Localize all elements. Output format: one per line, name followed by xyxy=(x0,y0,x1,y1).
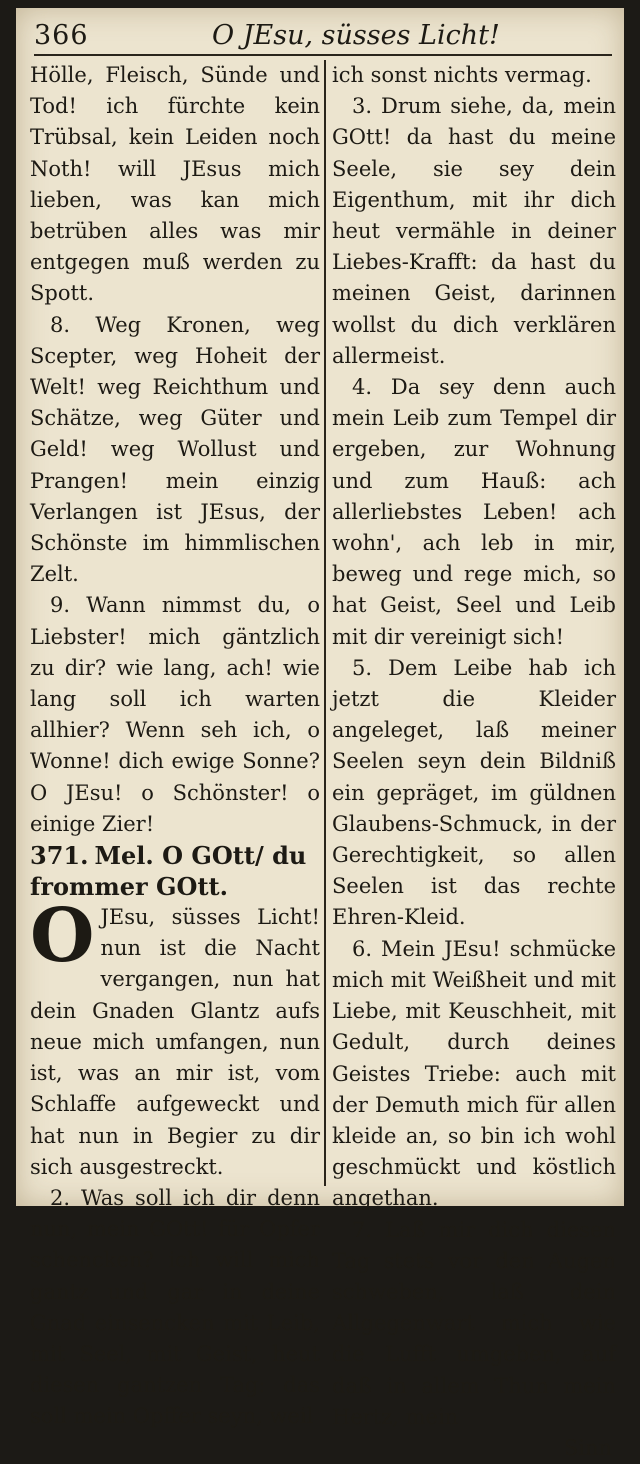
page-header xyxy=(34,14,612,54)
page-number: 366 xyxy=(34,20,89,51)
hymn-melody: Mel. O GOtt/ du frommer GOtt. xyxy=(30,841,307,902)
running-title: O JEsu, süsses Licht! xyxy=(212,20,500,51)
stanza-8: 8. Weg Kronen, weg Scepter, weg Hoheit der Welt! weg Reichthum und Schätze, weg Güter und Geld! weg Wollust und Prangen! mein einzig Verlangen ist JEsus, der Schönste im himmlischen Zelt. xyxy=(30,312,320,587)
book-page xyxy=(16,8,624,1460)
stanza-3: 3. Drum siehe, da, mein GOtt! da hast du meine Seele, sie sey dein Eigenthum, mit ihr dich heut vermähle in deiner Liebes-Krafft: da hast du meinen Geist, darinnen wollst du dich verklären allermeist. xyxy=(332,94,616,368)
stanza-1-text: JEsu, süsses Licht! nun ist die Nacht vergangen, nun hat dein Gnaden Glantz aufs neue mich umfangen, nun ist, was an mir ist, vom Schlaffe aufgeweckt und hat nun in Begier zu dir sich ausgestreckt. xyxy=(30,905,320,1179)
continuation-text: ich sonst nichts vermag. xyxy=(332,63,592,87)
stanza-9: 9. Wann nimmst du, o Liebster! mich gäntzlich zu dir? wie lang, ach! wie lang soll ich warten allhier? Wenn seh ich, o Wonne! dich ewige Sonne? O JEsu! o Schönster! o einige Zier! xyxy=(30,593,320,836)
drop-cap: O xyxy=(30,893,95,980)
left-column xyxy=(30,60,320,1433)
stanza-5: 5. Dem Leibe hab ich jetzt die Kleider angeleget, laß meiner Seelen seyn dein Bildniß ein gepräget, im güldnen Glaubens-Schmuck, in der Gerechtigkeit, so allen Seelen ist das rechte Ehren-Kleid. xyxy=(332,655,616,930)
header-rule xyxy=(34,54,612,56)
stanza-7: 7. Laß mir dich diesen Tag stets vor den Augen schweben, laß dein Allgegenwart mich wie die Lufft umgeben, auf daß in allem Thun mein Hertz, mein xyxy=(332,1217,616,1429)
hymn-heading xyxy=(30,840,320,902)
stanza-4: 4. Da sey denn auch mein Leib zum Tempel dir ergeben, zur Wohnung und zum Hauß: ach allerliebstes Leben! ach wohn', ach leb in mir, beweg und rege mich, so hat Geist, Seel und Leib mit dir vereinigt sich! xyxy=(332,375,616,649)
hymn-number: 371. xyxy=(30,841,89,871)
right-column xyxy=(332,60,616,1464)
stanza-1 xyxy=(30,893,320,1183)
column-divider xyxy=(324,60,326,1186)
continuation-text: Hölle, Fleisch, Sünde und Tod! ich fürchte kein Trübsal, kein Leiden noch Noth! will JEsus mich lieben, was kan mich betrüben alles was mir entgegen muß werden zu Spott. xyxy=(30,63,320,306)
catchword: Sinn xyxy=(563,1435,612,1460)
stanza-6: 6. Mein JEsu! schmücke mich mit Weißheit und mit Liebe, mit Keuschheit, mit Gedult, durch deines Geistes Triebe: auch mit der Demuth mich für allen kleide an, so bin ich wohl geschmückt und köstlich angethan. xyxy=(332,936,616,1211)
stanza-2: 2. Was soll ich dir denn nun, mein GOtt! für Opfer schencken? ich will mich gantz und gar in deine Gnad einsencken mit Leib, mit Seel, mit Geist, heut diesen gantzen Tag: das soll mein Opffer seyn, weil xyxy=(30,1185,320,1429)
